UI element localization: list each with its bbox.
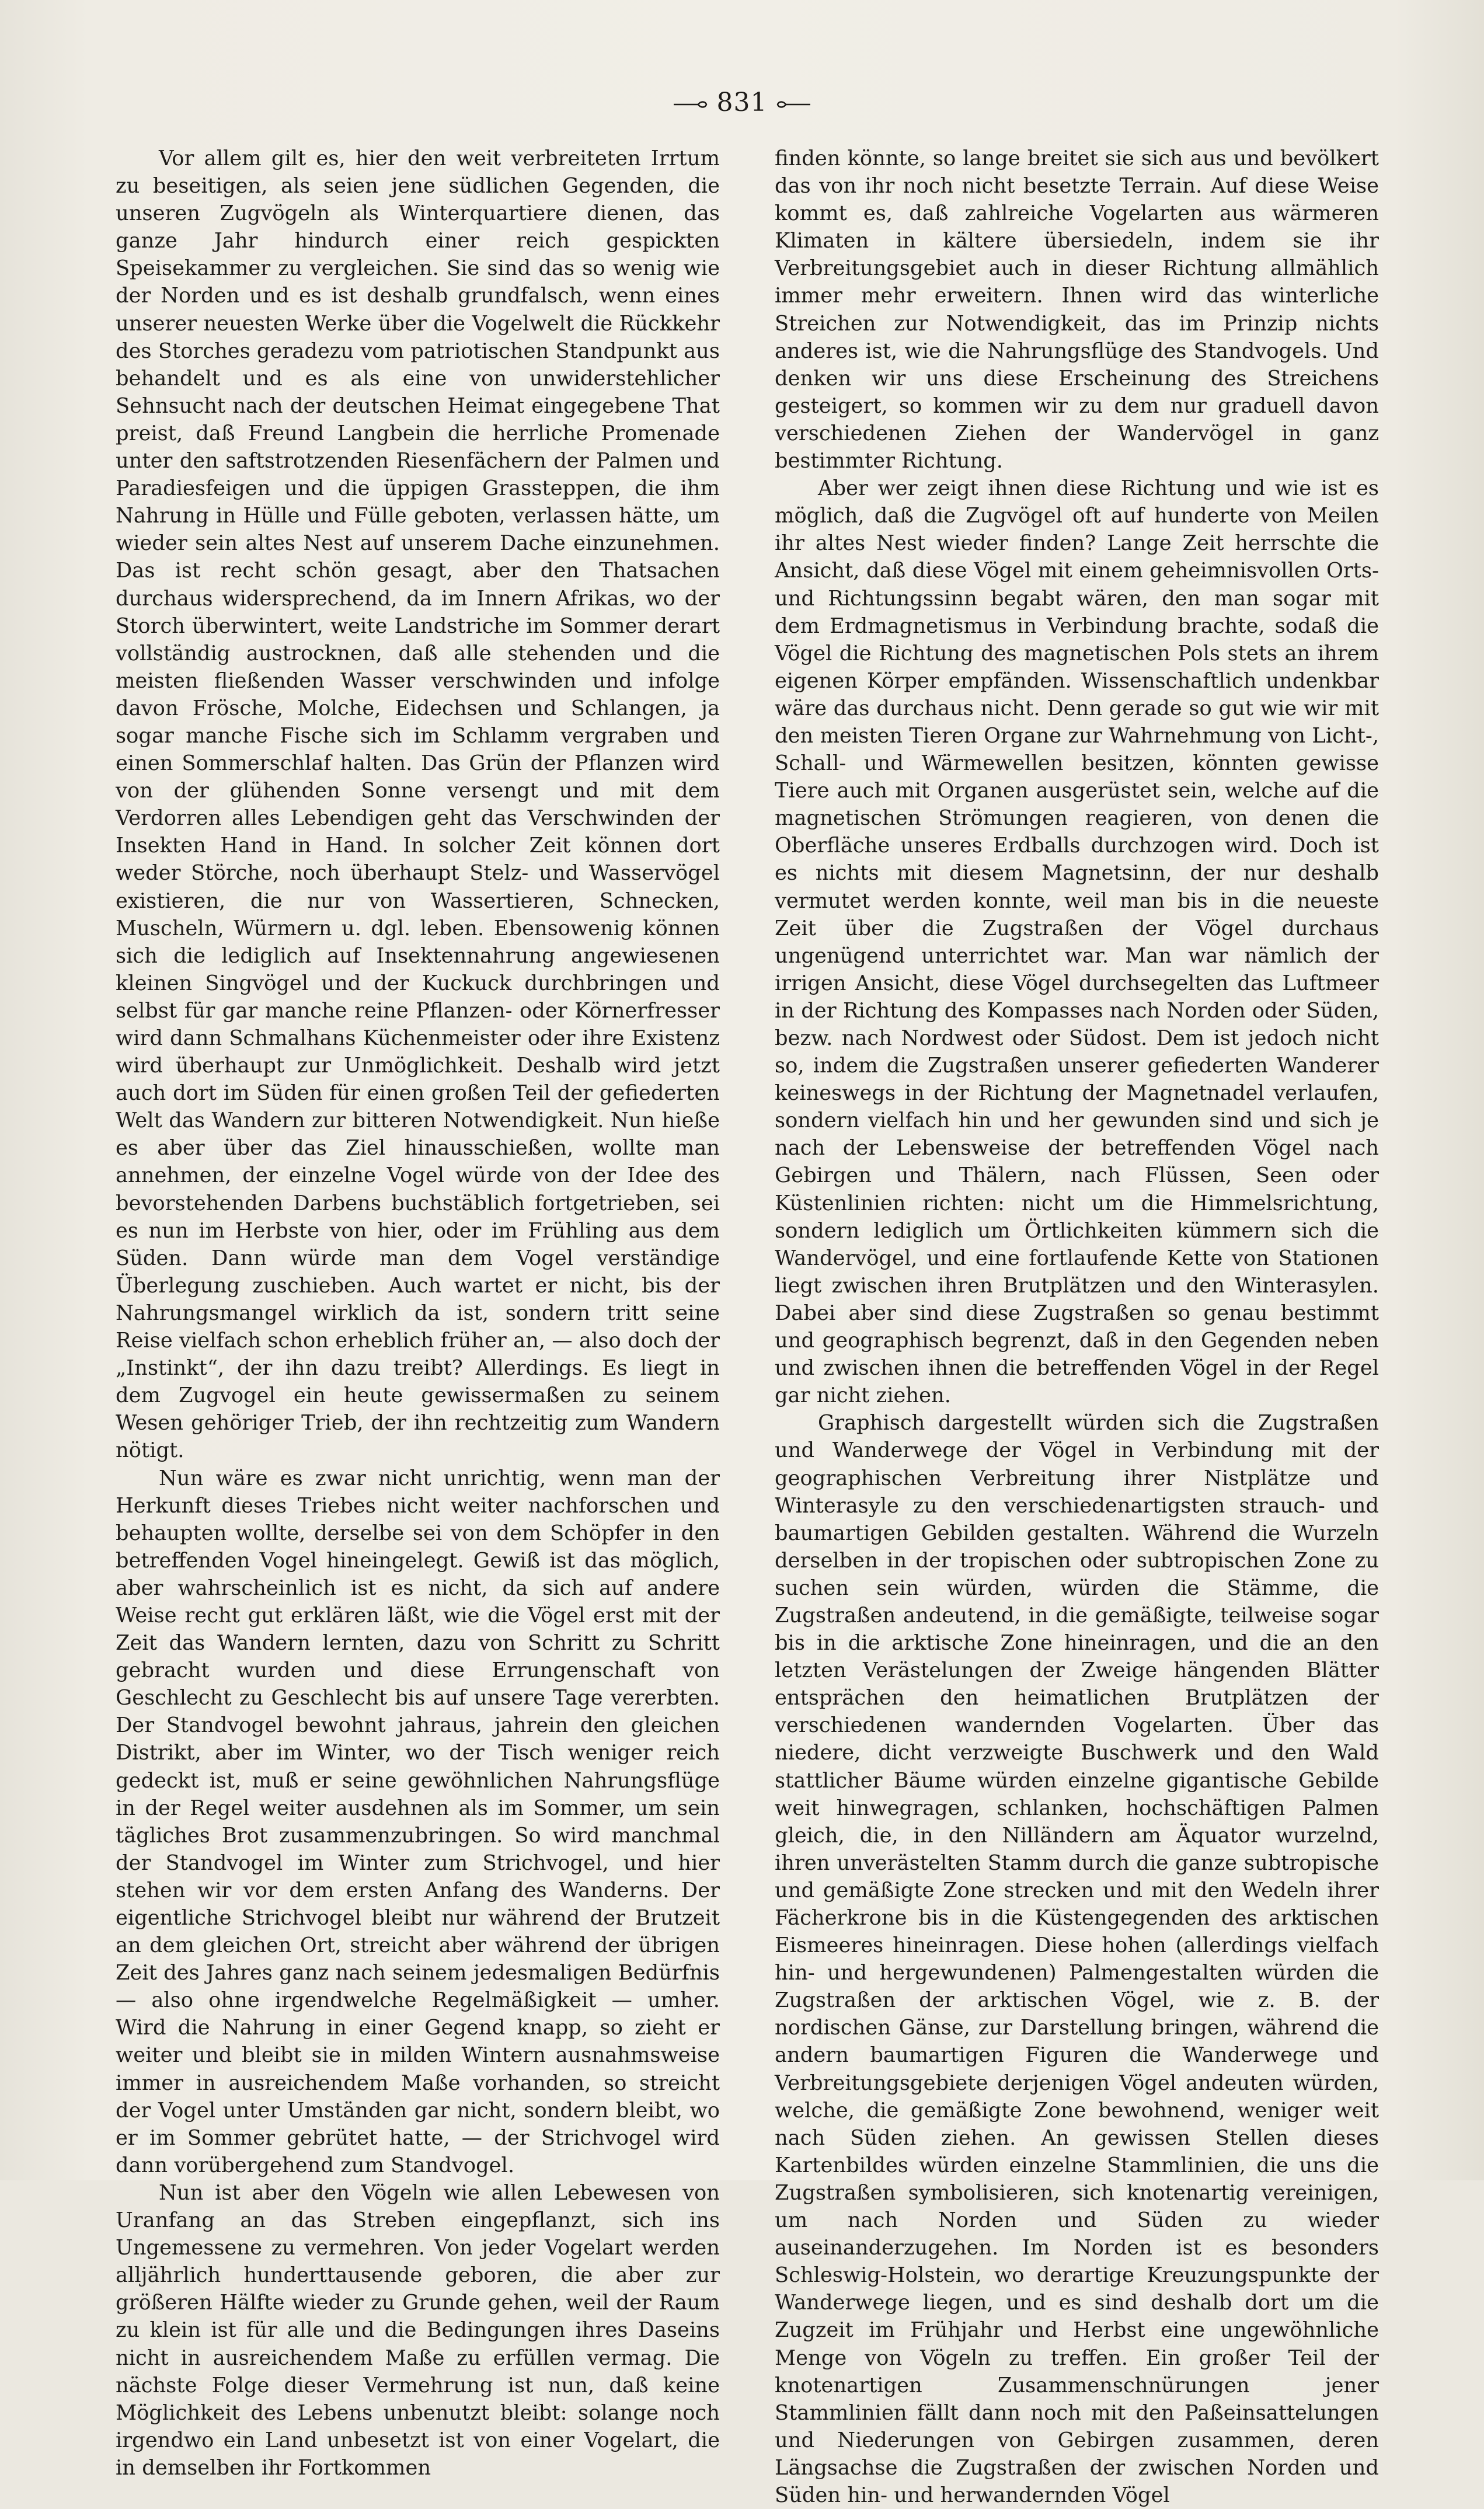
left-paragraph-1: Vor allem gilt es, hier den weit verbreiteten Irrtum zu beseitigen, als seien jene südlichen Gegenden, die unseren Zugvögeln als Winterquartiere dienen, das ganze Jahr hindurch einer reich gespickten Speisekammer zu vergleichen. Sie sind das so wenig wie der Norden und es ist deshalb grundfalsch, wenn eines unserer neuesten Werke über die Vogelwelt die Rückkehr des Storches geradezu vom patriotischen Standpunkt aus behandelt und es als eine von unwiderstehlicher Sehnsucht nach der deutschen Heimat eingegebene That preist, daß Freund Langbein die herrliche Promenade unter den saftstrotzenden Riesenfächern der Palmen und Paradiesfeigen und die üppigen Grassteppen, die ihm Nahrung in Hülle und Fülle geboten, verlassen hätte, um wieder sein altes Nest auf unserem Dache einzunehmen. Das ist recht schön gesagt, aber den Thatsachen durchaus widersprechend, da im Innern Afrikas, wo der Storch überwintert, weite Landstriche im Sommer derart vollständig austrocknen, daß alle stehenden und die meisten fließenden Wasser verschwinden und infolge davon Frösche, Molche, Eidechsen und Schlangen, ja sogar manche Fische sich im Schlamm vergraben und einen Sommerschlaf halten. Das Grün der Pflanzen wird von der glühenden Sonne versengt und mit dem Verdorren alles Lebendigen geht das Verschwinden der Insekten Hand in Hand. In solcher Zeit können dort weder Störche, noch überhaupt Stelz- und Wasservögel existieren, die nur von Wassertieren, Schnecken, Muscheln, Würmern u. dgl. leben. Ebensowenig können sich die lediglich auf Insektennahrung angewiesenen kleinen Singvögel und der Kuckuck durchbringen und selbst für gar manche reine Pflanzen- oder Körnerfresser wird dann Schmalhans Küchenmeister oder ihre Existenz wird überhaupt zur Unmöglichkeit. Deshalb wird jetzt auch dort im Süden für einen großen Teil der gefiederten Welt das Wandern zur bitteren Notwendigkeit. Nun hieße es aber über das Ziel hinausschießen, wollte man annehmen, der einzelne Vogel würde von der Idee des bevorstehenden Darbens buchstäblich fortgetrieben, sei es nun im Herbste von hier, oder im Frühling aus dem Süden. Dann würde man dem Vogel verständige Überlegung zuschieben. Auch wartet er nicht, bis der Nahrungsmangel wirklich da ist, sondern tritt seine Reise vielfach schon erheblich früher an, — also doch der „Instinkt“, der ihn dazu treibt? Allerdings. Es liegt in dem Zugvogel ein heute gewissermaßen zu seinem Wesen gehöriger Trieb, der ihn rechtzeitig zum Wandern nötigt. (116, 147, 720, 1463)
left-paragraph-2: Nun wäre es zwar nicht unrichtig, wenn man der Herkunft dieses Triebes nicht weiter nachforschen und behaupten wollte, derselbe sei von dem Schöpfer in den betreffenden Vogel hineingelegt. Gewiß ist das möglich, aber wahrscheinlich ist es nicht, da sich auf andere Weise recht gut erklären läßt, wie die Vögel erst mit der Zeit das Wandern lernten, dazu von Schritt zu Schritt gebracht wurden und diese Errungenschaft von Geschlecht zu Geschlecht bis auf unsere Tage vererbten. Der Standvogel bewohnt jahraus, jahrein den gleichen Distrikt, aber im Winter, wo der Tisch weniger reich gedeckt ist, muß er seine gewöhnlichen Nahrungsflüge in der Regel weiter ausdehnen als im Sommer, um sein tägliches Brot zusammenzubringen. So wird manchmal der Standvogel im Winter zum Strichvogel, und hier stehen wir vor dem ersten Anfang des Wanderns. Der eigentliche Strichvogel bleibt nur während der Brutzeit an dem gleichen Ort, streicht aber während der übrigen Zeit des Jahres ganz nach seinem jedesmaligen Bedürfnis — also ohne irgendwelche Regelmäßigkeit — umher. Wird die Nahrung in einer Gegend knapp, so zieht er weiter und bleibt sie in milden Wintern ausnahmsweise immer in ausreichendem Maße vorhanden, so streicht der Vogel unter Umständen gar nicht, sondern bleibt, wo er im Sommer gebrütet hatte, — der Strichvogel wird dann vorübergehend zum Standvogel. (116, 1466, 720, 2177)
page-number: 831 (716, 88, 768, 117)
left-ornament-icon (673, 101, 709, 108)
left-paragraph-3: Nun ist aber den Vögeln wie allen Lebewesen von Uranfang an das Streben eingepflanzt, sich ins Ungemessene zu vermehren. Von jeder Vogelart werden alljährlich hunderttausende geboren, die aber zur größeren Hälfte wieder zu Grunde gehen, weil der Raum zu klein ist für alle und die Bedingungen ihres Daseins nicht in ausreichendem Maße zu erfüllen vermag. Die nächste Folge dieser Vermehrung ist nun, daß keine Möglichkeit des Lebens unbenutzt bleibt: solange noch irgendwo ein Land unbesetzt ist von einer Vogelart, die in demselben ihr Fortkommen (116, 2180, 720, 2480)
right-paragraph-2: Aber wer zeigt ihnen diese Richtung und wie ist es möglich, daß die Zugvögel oft auf hunderte von Meilen ihr altes Nest wieder finden? Lange Zeit herrschte die Ansicht, daß diese Vögel mit einem geheimnisvollen Orts- und Richtungssinn begabt wären, den man sogar mit dem Erdmagnetismus in Verbindung brachte, sodaß die Vögel die Richtung des magnetischen Pols stets an ihrem eigenen Körper empfänden. Wissenschaftlich undenkbar wäre das durchaus nicht. Denn gerade so gut wie wir mit den meisten Tieren Organe zur Wahrnehmung von Licht-, Schall- und Wärmewellen besitzen, könnten gewisse Tiere auch mit Organen ausgerüstet sein, welche auf die magnetischen Strömungen reagieren, von denen die Oberfläche unseres Erdballs durchzogen wird. Doch ist es nichts mit diesem Magnetsinn, der nur deshalb vermutet werden konnte, weil man bis in die neueste Zeit über die Zugstraßen der Vögel durchaus ungenügend unterrichtet war. Man war nämlich der irrigen Ansicht, diese Vögel durchsegelten das Luftmeer in der Richtung des Kompasses nach Norden oder Süden, bezw. nach Nordwest oder Südost. Dem ist jedoch nicht so, indem die Zugstraßen unserer gefiederten Wanderer keineswegs in der Richtung der Magnetnadel verlaufen, sondern vielfach hin und her gewunden sind und sich je nach der Lebensweise der betreffenden Vögel nach Gebirgen und Thälern, nach Flüssen, Seen oder Küstenlinien richten: nicht um die Himmelsrichtung, sondern lediglich um Örtlichkeiten kümmern sich die Wandervögel, und eine fortlaufende Kette von Stationen liegt zwischen ihren Brutplätzen und den Winterasylen. Dabei aber sind diese Zugstraßen so genau bestimmt und geographisch begrenzt, daß in den Gegenden neben und zwischen ihnen die betreffenden Vögel in der Regel gar nicht ziehen. (775, 476, 1379, 1408)
page-header (0, 88, 1484, 117)
right-paragraph-1: finden könnte, so lange breitet sie sich aus und bevölkert das von ihr noch nicht besetzte Terrain. Auf diese Weise kommt es, daß zahlreiche Vogelarten aus wärmeren Klimaten in kältere übersiedeln, indem sie ihr Verbreitungsgebiet auch in dieser Richtung allmählich immer mehr erweitern. Ihnen wird das winterliche Streichen zur Notwendigkeit, das im Prinzip nichts anderes ist, wie die Nahrungsflüge des Standvogels. Und denken wir uns diese Erscheinung des Streichens gesteigert, so kommen wir zu dem nur graduell davon verschiedenen Ziehen der Wandervögel in ganz bestimmter Richtung. (775, 147, 1379, 473)
right-ornament-icon (775, 101, 811, 108)
right-paragraph-3: Graphisch dargestellt würden sich die Zugstraßen und Wanderwege der Vögel in Verbindung mit der geographischen Verbreitung ihrer Nistplätze und Winterasyle zu den verschiedenartigsten strauch- und baumartigen Gebilden gestalten. Während die Wurzeln derselben in der tropischen oder subtropischen Zone zu suchen sein würden, würden die Stämme, die Zugstraßen andeutend, in die gemäßigte, teilweise sogar bis in die arktische Zone hineinragen, und die an den letzten Verästelungen der Zweige hängenden Blätter entsprächen den heimatlichen Brutplätzen der verschiedenen wandernden Vogelarten. Über das niedere, dicht verzweigte Buschwerk und den Wald stattlicher Bäume würden einzelne gigantische Gebilde weit hinwegragen, schlanken, hochschäftigen Palmen gleich, die, in den Nilländern am Äquator wurzelnd, ihren unverästelten Stamm durch die ganze subtropische und gemäßigte Zone strecken und mit den Wedeln ihrer Fächerkrone bis in die Küstengegenden des arktischen Eismeeres hineinragen. Diese hohen (allerdings vielfach hin- und hergewundenen) Palmengestalten würden die Zugstraßen der arktischen Vögel, wie z. B. der nordischen Gänse, zur Darstellung bringen, während die andern baumartigen Figuren die Wanderwege und Verbreitungsgebiete derjenigen Vögel andeuten würden, welche, die gemäßigte Zone bewohnend, weniger weit nach Süden ziehen. An gewissen Stellen dieses Kartenbildes würden einzelne Stammlinien, die uns die Zugstraßen symbolisieren, sich knotenartig vereinigen, um nach Norden und Süden zu wieder auseinanderzugehen. Im Norden ist es besonders Schleswig-Holstein, wo derartige Kreuzungspunkte der Wanderwege liegen, und es sind deshalb dort um die Zugzeit im Frühjahr und Herbst eine ungewöhnliche Menge von Vögeln zu treffen. Ein großer Teil der knotenartigen Zusammenschnürungen jener Stammlinien fällt dann noch mit den Paßeinsattelungen und Niederungen von Gebirgen zusammen, deren Längsachse die Zugstraßen der zwischen Norden und Süden hin- und herwandernden Vögel (775, 1411, 1379, 2507)
left-column (116, 145, 720, 2480)
right-column (775, 145, 1379, 2507)
